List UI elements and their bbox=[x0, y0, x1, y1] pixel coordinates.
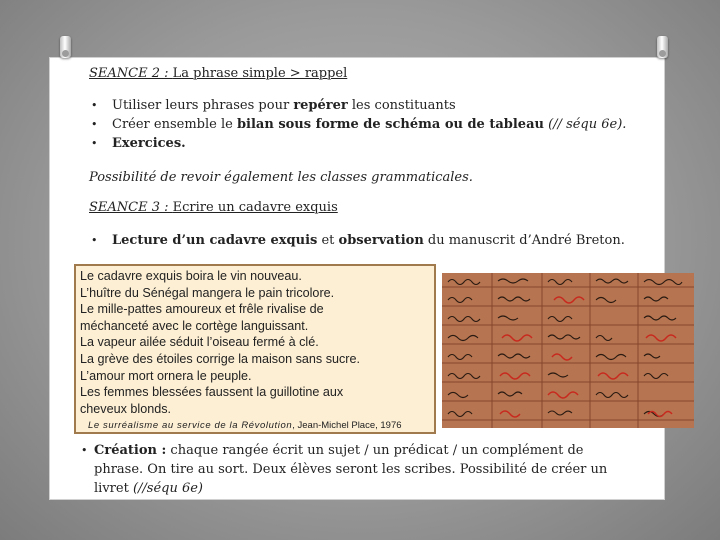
manuscript-image bbox=[442, 273, 694, 428]
pin-right-icon bbox=[657, 36, 668, 58]
bullet-dot: • bbox=[91, 234, 98, 247]
creation-line-3: livret (//séqu 6e) bbox=[94, 481, 203, 496]
poem-line: Les femmes blessées faussent la guillotine aux bbox=[80, 385, 344, 400]
manuscript-drawing bbox=[442, 273, 694, 428]
pin-left-icon bbox=[60, 36, 71, 58]
seance2-bullet-1: Utiliser leurs phrases pour repérer les constituants bbox=[112, 98, 456, 113]
poem-box bbox=[74, 264, 436, 434]
creation-line-1: Création : chaque rangée écrit un sujet / un prédicat / un complément de bbox=[94, 443, 584, 458]
poem-line: Le cadavre exquis boira le vin nouveau. bbox=[80, 269, 302, 283]
seance2-bullet-2: Créer ensemble le bilan sous forme de schéma ou de tableau (// séqu 6e). bbox=[112, 117, 627, 132]
seance3-title: SEANCE 3 : Ecrire un cadavre exquis bbox=[89, 200, 338, 215]
bullet-dot: • bbox=[91, 118, 98, 131]
bullet-dot: • bbox=[91, 137, 98, 150]
poem-line: L’huître du Sénégal mangera le pain tricolore. bbox=[80, 285, 335, 300]
seance2-title: SEANCE 2 : La phrase simple > rappel bbox=[89, 66, 348, 81]
bullet-dot: • bbox=[81, 444, 88, 457]
seance3-bullet: Lecture d’un cadavre exquis et observation du manuscrit d’André Breton. bbox=[112, 233, 625, 248]
bullet-dot: • bbox=[91, 99, 98, 112]
poem-line: Le mille-pattes amoureux et frêle rivalise de bbox=[80, 302, 324, 317]
poem-lines bbox=[80, 268, 360, 417]
seance2-note: Possibilité de revoir également les classes grammaticales. bbox=[89, 170, 473, 185]
poem-line: méchanceté avec le cortège languissant. bbox=[80, 318, 309, 333]
poem-citation: Le surréalisme au service de la Révolution, Jean-Michel Place, 1976 bbox=[88, 420, 402, 431]
poem-line: La grève des étoiles corrige la maison sans sucre. bbox=[80, 351, 361, 366]
seance2-bullet-3: Exercices. bbox=[112, 136, 186, 151]
poem-line: L’amour mort ornera le peuple. bbox=[80, 368, 252, 383]
creation-line-2: phrase. On tire au sort. Deux élèves seront les scribes. Possibilité de créer un bbox=[94, 462, 608, 477]
poem-line: La vapeur ailée séduit l’oiseau fermé à clé. bbox=[80, 335, 319, 350]
poem-line: cheveux blonds. bbox=[80, 401, 172, 416]
